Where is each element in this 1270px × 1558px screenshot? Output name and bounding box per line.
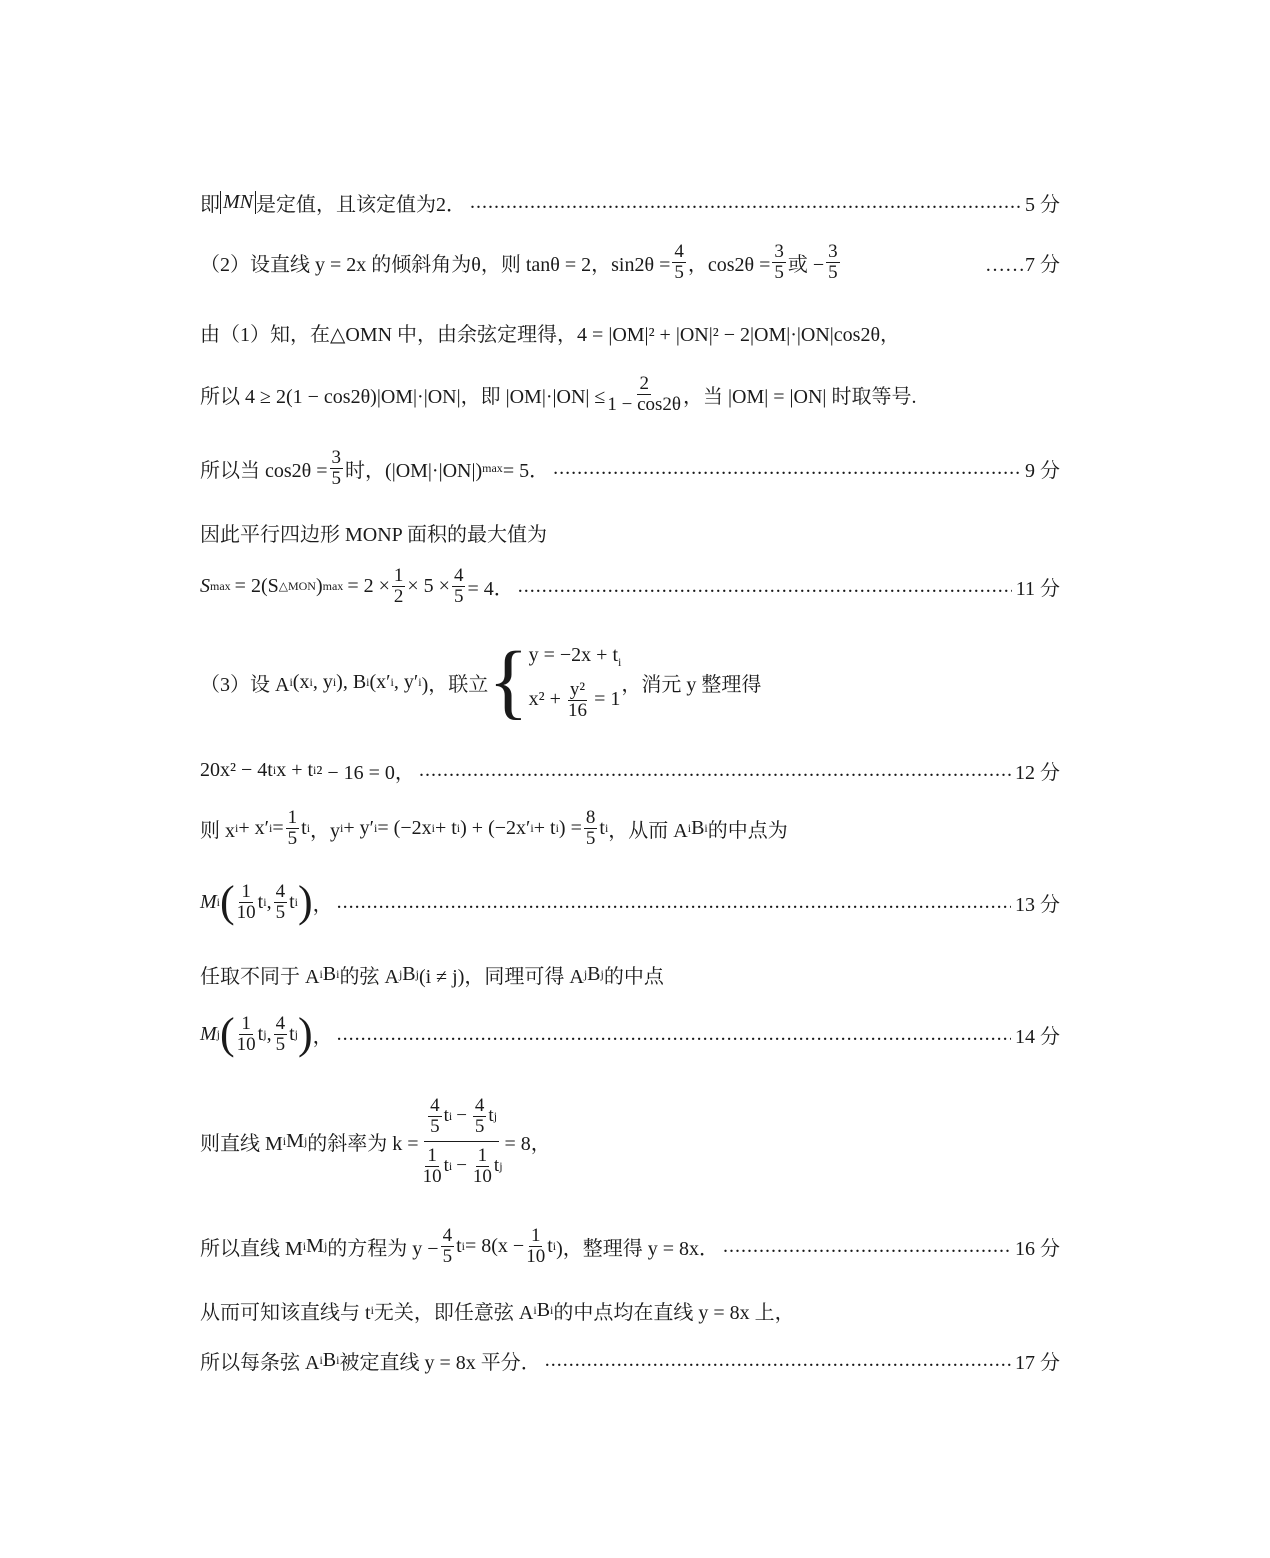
text: 所以每条弦 A [200, 1352, 320, 1374]
line-15 [200, 1226, 1060, 1267]
line-9 [200, 756, 1060, 785]
subscript: i [552, 1238, 557, 1253]
text: = 2 × [347, 574, 390, 597]
subscript: i [533, 1303, 537, 1317]
text: )，联立 [421, 673, 489, 696]
line-13 [200, 1009, 1060, 1058]
text: 是定值，且该定值为2． [256, 194, 466, 216]
equation: x² + [528, 687, 561, 710]
text: ), B [336, 670, 367, 693]
text: = 5． [502, 459, 550, 482]
text: M [306, 1234, 324, 1257]
subscript: i [282, 1133, 287, 1148]
subscript: i [336, 1353, 340, 1367]
fraction: $\frac{1}{10}$ [526, 1225, 546, 1267]
text: ² − 16 = 0， [316, 762, 415, 784]
fraction: $\frac{4}{5}$ [275, 880, 286, 923]
text: 所以 4 ≥ 2(1 − cos2θ)|OM|·|ON|，即 |OM|·|ON| ≤ [200, 385, 606, 408]
text: 任取不同于 A [200, 966, 320, 988]
text: B [587, 963, 601, 985]
score: 14 分 [1015, 1025, 1060, 1048]
subscript: i [216, 894, 221, 909]
text: 的弦 A [339, 966, 399, 988]
subscript: j [323, 1238, 328, 1253]
subscript: i [390, 674, 394, 689]
line-1 [200, 188, 1060, 217]
text: ，从而 A [608, 819, 688, 842]
fraction: $\frac{3}{5}$ [331, 447, 342, 489]
text: ) [315, 574, 323, 597]
fraction: $\frac{4}{5}$ [453, 565, 464, 607]
score: 12 分 [1015, 762, 1060, 784]
text: （3）设 A [200, 673, 290, 696]
text: (x [292, 670, 310, 693]
text: B [322, 963, 337, 985]
fraction: $\frac{3}{5}$ [828, 241, 838, 283]
subscript: i [336, 967, 340, 981]
subscript: i [269, 820, 273, 835]
text: t [257, 890, 264, 913]
text: 的中点为 [707, 819, 788, 842]
subscript: j [398, 967, 403, 981]
text: , y′ [393, 670, 419, 693]
text: , y [312, 670, 333, 693]
text: ，消元 y 整理得 [621, 673, 762, 696]
leader-dots [470, 191, 1021, 214]
line-17 [200, 1346, 1060, 1375]
text: t [257, 1022, 264, 1045]
line-14 [200, 1096, 1060, 1187]
line-11 [200, 877, 1060, 926]
subscript: i [431, 820, 435, 835]
text: 从而可知该直线与 t [200, 1302, 371, 1324]
text: (i ≠ j)，同理可得 A [418, 966, 584, 988]
text: 被定直线 y = 8x 平分． [339, 1352, 541, 1374]
line-8 [200, 635, 1060, 728]
text: ， [312, 1025, 333, 1048]
right-paren: ) [297, 877, 313, 926]
subscript: i [418, 674, 422, 689]
score: 5 分 [1025, 194, 1060, 216]
line-10 [200, 808, 1060, 849]
equation: y = −2x + t [528, 643, 619, 666]
text: （2）设直线 y = 2x 的倾斜角为θ，则 tanθ = 2，sin2θ = [200, 253, 671, 276]
leader-dots [337, 891, 1011, 914]
subscript: i [555, 820, 559, 835]
text: 的方程为 y − [327, 1237, 439, 1260]
text: t [599, 816, 605, 839]
subscript: i [272, 763, 277, 777]
fraction: $\frac{1}{10}$ [236, 880, 256, 923]
subscript: i [306, 820, 311, 835]
subscript: max [322, 578, 344, 593]
score: 16 分 [1015, 1237, 1060, 1260]
text: + t [434, 816, 457, 839]
text: t [547, 1234, 553, 1257]
subscript: i [604, 820, 609, 835]
line-2 [200, 242, 1060, 283]
text: M [286, 1129, 304, 1152]
fraction: $\frac{4}{5}$ [275, 1012, 286, 1055]
line-7 [200, 566, 1060, 607]
line-12 [200, 960, 1060, 989]
subscript: i [687, 820, 692, 835]
leader-dots [419, 759, 1011, 782]
text: 时，(|OM|·|ON|) [345, 459, 483, 482]
line-5 [200, 448, 1060, 489]
subscript: i [309, 674, 313, 689]
subscript: max [482, 460, 503, 475]
fraction: $\frac{\text{y²}}{16}$ [567, 678, 587, 721]
leader-dots [518, 575, 1012, 598]
text: B [536, 1299, 551, 1321]
subscript: i [530, 820, 534, 835]
subscript: i [456, 820, 461, 835]
subscript: j [216, 1026, 221, 1041]
text: 的斜率为 k = [307, 1132, 419, 1155]
text: 20x² − 4t [200, 759, 273, 781]
leader-dots [723, 1235, 1011, 1258]
text: M [200, 890, 217, 913]
text: 由（1）知，在△OMN 中，由余弦定理得，4 = |OM|² + |ON|² − 2|OM|·|ON|cos2θ， [200, 324, 901, 346]
text: ，当 |OM| = |ON| 时取等号. [683, 385, 917, 408]
text: B [691, 816, 705, 839]
subscript: max [210, 578, 231, 593]
left-paren: ( [220, 1009, 235, 1058]
subscript: j [303, 1133, 308, 1148]
fraction: $\frac{4}{5}$ [674, 241, 684, 283]
text: = (−2x [377, 816, 432, 839]
text: 的中点均在直线 y = 8x 上， [553, 1302, 795, 1324]
subscript: i [340, 820, 344, 835]
subscript: i [235, 820, 239, 835]
subscript: i [366, 674, 370, 689]
subscript: j [263, 1026, 267, 1041]
text: = 2(S [234, 574, 279, 597]
abs-mn: MN [220, 191, 256, 214]
text: + t [533, 816, 556, 839]
subscript: i [263, 894, 267, 909]
subscript: j [600, 967, 604, 981]
brace: { [488, 635, 529, 728]
text: M [200, 1022, 217, 1045]
text: ，cos2θ = [687, 253, 771, 276]
subscript: i [313, 763, 317, 777]
subscript: i [294, 894, 298, 909]
fraction: $\frac{1}{5}$ [287, 807, 298, 849]
subscript: i [332, 674, 337, 689]
subscript: i [319, 967, 323, 981]
text: B [322, 1349, 337, 1371]
equation: = 1 [594, 687, 621, 710]
fraction: $\frac{2}{1 - \cos 2\theta}$ [607, 373, 682, 415]
text: 则 x [200, 819, 235, 842]
score: 11 分 [1015, 577, 1060, 600]
text: t [456, 1234, 462, 1257]
line-16 [200, 1296, 1060, 1325]
text: + x′ [238, 816, 269, 839]
subscript: i [374, 820, 378, 835]
line-4 [200, 374, 1060, 415]
text: 因此平行四边形 MONP 面积的最大值为 [200, 524, 548, 546]
subscript: i [550, 1303, 554, 1317]
text: 所以当 cos2θ = [200, 459, 328, 482]
score: 17 分 [1015, 1352, 1060, 1374]
subscript: j [583, 967, 588, 981]
subscript: i [704, 820, 708, 835]
subscript: i [618, 654, 622, 669]
subscript: j [415, 967, 419, 981]
leader-dots [337, 1023, 1011, 1046]
score: ……7 分 [985, 253, 1060, 276]
text: = [272, 816, 284, 839]
text: = 4． [467, 577, 514, 600]
text: × 5 × [407, 574, 450, 597]
text: , [266, 1022, 272, 1045]
equation-system [529, 644, 622, 721]
text: 则直线 M [200, 1132, 283, 1155]
score: 13 分 [1015, 893, 1060, 916]
line-6 [200, 518, 1060, 547]
text: t [289, 1022, 295, 1045]
text: 无关，即任意弦 A [373, 1302, 534, 1324]
subscript: i [461, 1238, 465, 1253]
text: t [289, 890, 295, 913]
fraction: $\frac{3}{5}$ [774, 241, 784, 283]
fraction: $\frac{4}{5}$ [442, 1225, 453, 1267]
text: 或 − [787, 253, 825, 276]
compound-fraction: $\frac{4}{5}$ t i − $\frac{4}{5}$ t j $\frac{1}{10}$ t i − $\frac{1}{10}$ t j [422, 1095, 503, 1187]
line-3 [200, 318, 1060, 347]
text: 的中点 [603, 966, 664, 988]
subscript: △MON [278, 578, 316, 593]
fraction: $\frac{1}{10}$ [236, 1012, 256, 1055]
text: ) + (−2x′ [460, 816, 531, 839]
fraction: $\frac{1}{2}$ [393, 565, 404, 607]
text: 所以直线 M [200, 1237, 303, 1260]
left-paren: ( [220, 877, 235, 926]
subscript: i [370, 1303, 374, 1317]
text: ， [312, 893, 333, 916]
right-paren: ) [297, 1009, 313, 1058]
text: = 8， [504, 1132, 551, 1155]
leader-dots [545, 1349, 1011, 1372]
text: )，整理得 y = 8x． [556, 1237, 720, 1260]
text: x + t [276, 759, 314, 781]
leader-dots [553, 457, 1021, 480]
score: 9 分 [1025, 459, 1060, 482]
subscript: i [319, 1353, 323, 1367]
text: B [402, 963, 416, 985]
text: + y′ [343, 816, 375, 839]
text: ，y [310, 819, 341, 842]
text: t [301, 816, 307, 839]
text: , [266, 890, 272, 913]
subscript: i [289, 674, 293, 689]
subscript: j [294, 1026, 298, 1041]
text: 即 [200, 194, 220, 216]
subscript: i [302, 1238, 307, 1253]
text: (x′ [369, 670, 391, 693]
text: = 8(x − [464, 1234, 525, 1257]
fraction: $\frac{8}{5}$ [585, 807, 596, 849]
text: ) = [558, 816, 582, 839]
text: S [200, 574, 210, 597]
